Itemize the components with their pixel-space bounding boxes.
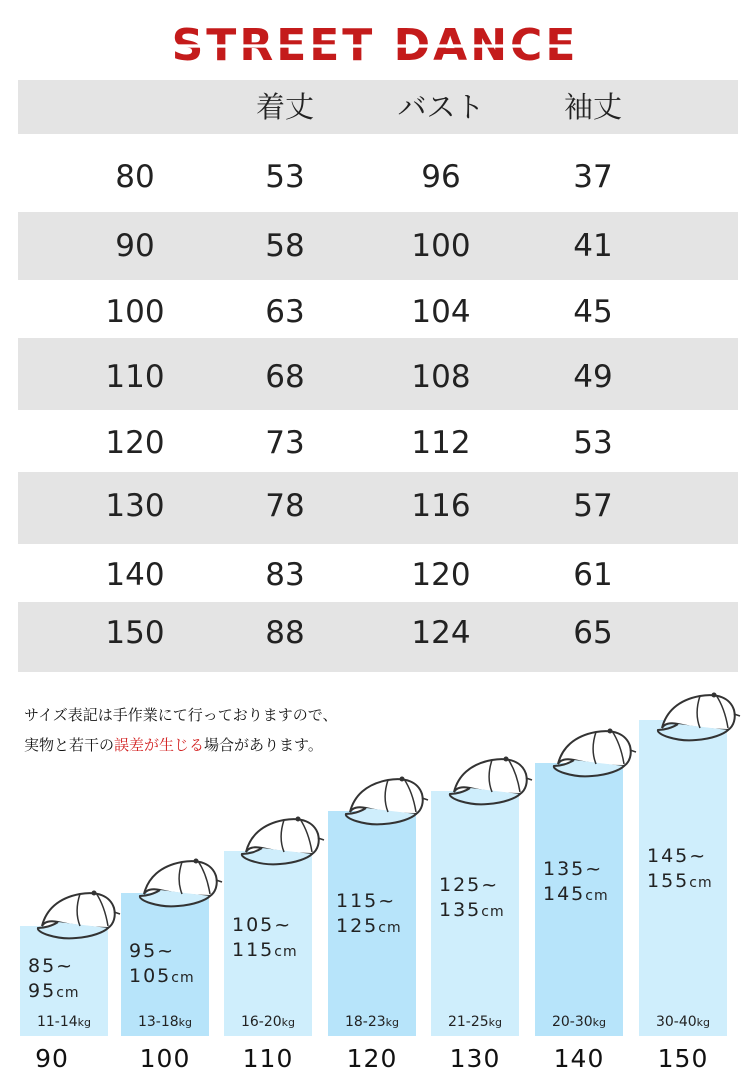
weight-unit: kg [592,1016,607,1029]
cell-bust: 124 [411,615,471,651]
cell-bust: 100 [411,228,471,264]
height-to: 95 [28,980,57,1002]
weight-range [535,1014,623,1030]
table-header [18,80,738,134]
weight-range [224,1014,312,1030]
note-text: 実物と若干の [24,736,115,754]
cell-sleeve: 45 [573,294,613,330]
table-row [18,602,738,672]
header-sleeve: 袖丈 [563,90,622,124]
note-line-1: サイズ表記は手作業にて行っておりますので、 [24,706,338,724]
weight-range [328,1014,416,1030]
header-length: 着丈 [255,90,314,124]
height-unit: cm [585,888,609,904]
size-label: 130 [449,1044,501,1073]
cell-length: 78 [265,488,305,524]
height-unit: cm [481,904,505,920]
weight-value: 16-20 [240,1014,282,1030]
cell-size: 80 [115,159,155,195]
size-label: 120 [346,1044,398,1073]
size-label: 140 [553,1044,605,1073]
height-range [439,873,505,925]
weight-unit: kg [77,1016,92,1029]
weight-value: 13-18 [137,1014,179,1030]
height-range [129,939,195,991]
height-range [28,954,80,1006]
weight-value: 11-14 [36,1014,78,1030]
weight-value: 20-30 [551,1014,593,1030]
size-bar-120 [328,811,416,1036]
weight-range [431,1014,519,1030]
cell-size: 110 [105,359,165,395]
cell-bust: 120 [411,557,471,593]
cell-bust: 104 [411,294,471,330]
cell-size: 140 [105,557,165,593]
cell-bust: 116 [411,488,471,524]
height-from: 85~ [28,955,75,977]
cell-size: 120 [105,425,165,461]
table-row [18,472,738,544]
cell-length: 88 [265,615,305,651]
weight-range [121,1014,209,1030]
size-label: 100 [139,1044,191,1073]
weight-unit: kg [178,1016,193,1029]
size-bar-150 [639,720,727,1036]
weight-value: 21-25 [447,1014,489,1030]
note-warning-text: 誤差が生じる [114,736,205,754]
height-from: 135~ [543,858,604,880]
cell-length: 68 [265,359,305,395]
size-label: 110 [242,1044,294,1073]
size-bar-90 [20,926,108,1036]
cell-sleeve: 41 [573,228,613,264]
cell-bust: 112 [411,425,471,461]
table-row [18,280,738,338]
table-row [18,144,738,210]
cell-size: 150 [105,615,165,651]
cell-length: 63 [265,294,305,330]
height-range [232,913,298,965]
height-from: 115~ [336,890,397,912]
table-row [18,338,738,410]
height-to: 105 [129,965,172,987]
height-unit: cm [274,944,298,960]
cell-sleeve: 65 [573,615,613,651]
size-bar-100 [121,893,209,1036]
page-title: STREET DANCE [0,18,750,74]
table-row [18,544,738,602]
height-unit: cm [171,970,195,986]
height-range [543,857,609,909]
cell-size: 90 [115,228,155,264]
weight-range [20,1014,108,1030]
weight-range [639,1014,727,1030]
height-to: 125 [336,915,379,937]
height-range [647,844,713,896]
height-to: 155 [647,870,690,892]
cell-sleeve: 61 [573,557,613,593]
weight-unit: kg [281,1016,296,1029]
height-to: 135 [439,899,482,921]
cell-sleeve: 49 [573,359,613,395]
cell-bust: 96 [421,159,461,195]
height-from: 95~ [129,940,176,962]
weight-unit: kg [488,1016,503,1029]
table-row [18,410,738,472]
size-bar-110 [224,851,312,1036]
cell-sleeve: 57 [573,488,613,524]
size-note [24,700,338,760]
weight-unit: kg [696,1016,711,1029]
weight-unit: kg [385,1016,400,1029]
cell-length: 53 [265,159,305,195]
height-from: 105~ [232,914,293,936]
note-text: 場合があります。 [204,736,323,754]
size-label: 90 [35,1044,69,1073]
header-bust: バスト [397,90,485,124]
height-range [336,889,402,941]
cell-bust: 108 [411,359,471,395]
weight-value: 30-40 [655,1014,697,1030]
size-bar-130 [431,791,519,1036]
height-from: 145~ [647,845,708,867]
height-to: 115 [232,939,275,961]
table-row [18,212,738,280]
cell-sleeve: 37 [573,159,613,195]
cell-length: 58 [265,228,305,264]
cell-size: 130 [105,488,165,524]
cell-sleeve: 53 [573,425,613,461]
height-to: 145 [543,883,586,905]
note-line-2 [24,730,338,760]
weight-value: 18-23 [344,1014,386,1030]
height-unit: cm [56,985,80,1001]
size-bar-140 [535,763,623,1036]
cell-size: 100 [105,294,165,330]
height-unit: cm [378,920,402,936]
cell-length: 73 [265,425,305,461]
cell-length: 83 [265,557,305,593]
height-from: 125~ [439,874,500,896]
size-label: 150 [657,1044,709,1073]
height-unit: cm [689,875,713,891]
